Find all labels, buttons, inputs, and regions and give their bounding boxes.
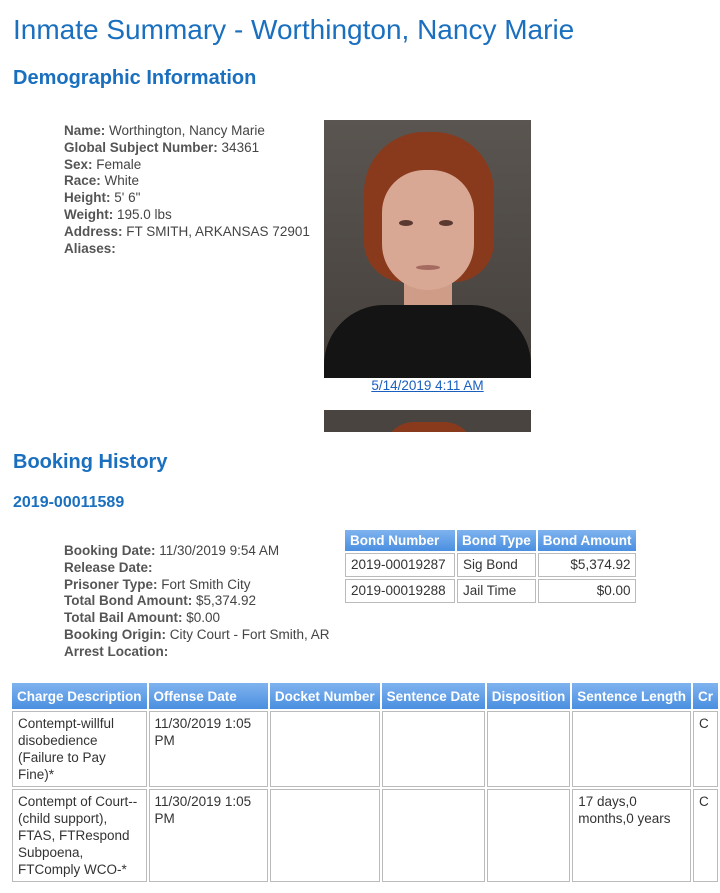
col-cr: Cr (693, 683, 718, 709)
offense-date: 11/30/2019 1:05 PM (149, 789, 268, 882)
bond-type: Jail Time (457, 579, 536, 603)
table-row (12, 789, 718, 882)
table-row (345, 579, 636, 603)
col-bond-amount: Bond Amount (538, 530, 637, 551)
docket-number (270, 711, 380, 787)
bond-number: 2019-00019287 (345, 553, 455, 577)
booking-number: 2019-00011589 (13, 494, 125, 511)
name-value: Worthington, Nancy Marie (109, 123, 265, 138)
col-bond-number: Bond Number (345, 530, 455, 551)
bond-type: Sig Bond (457, 553, 536, 577)
bond-header-row (345, 530, 636, 551)
demographic-heading: Demographic Information (13, 67, 257, 89)
bond-table (343, 528, 638, 605)
mugshot-photo-2[interactable] (324, 410, 531, 432)
field-name: Name: Worthington, Nancy Marie (64, 123, 265, 138)
col-sentence-date: Sentence Date (382, 683, 485, 709)
field-total-bond-amount: Total Bond Amount: $5,374.92 (64, 593, 257, 609)
field-height: Height: 5' 6" (64, 190, 141, 206)
field-aliases: Aliases: (64, 240, 116, 256)
bond-number: 2019-00019288 (345, 579, 455, 603)
col-charge-description: Charge Description (12, 683, 147, 709)
docket-number (270, 789, 380, 882)
field-booking-date: Booking Date: 11/30/2019 9:54 AM (64, 543, 280, 558)
charge-cr: C (693, 711, 718, 787)
sentence-length (572, 711, 691, 787)
col-disposition: Disposition (487, 683, 571, 709)
field-release-date: Release Date: (64, 559, 153, 575)
mugshot-date-link[interactable]: 5/14/2019 4:11 AM (371, 378, 484, 393)
charge-description: Contempt-willful disobedience (Failure to Pay Fine)* (12, 711, 147, 787)
page-title: Inmate Summary - Worthington, Nancy Marie (13, 14, 575, 45)
offense-date: 11/30/2019 1:05 PM (149, 711, 268, 787)
race-value: White (104, 173, 140, 189)
weight-value: 195.0 lbs (117, 206, 172, 222)
field-weight: Weight: 195.0 lbs (64, 206, 172, 222)
charges-header-row (12, 683, 718, 709)
charge-description: Contempt of Court--(child support), FTAS, FTRespond Subpoena, FTComply WCO-* (12, 789, 147, 882)
col-offense-date: Offense Date (149, 683, 268, 709)
sex-value: Female (96, 156, 142, 172)
height-value: 5' 6" (114, 190, 141, 206)
field-race: Race: White (64, 173, 140, 189)
field-address: Address: FT SMITH, ARKANSAS 72901 (64, 223, 310, 239)
table-row (12, 711, 718, 787)
sentence-date (382, 789, 485, 882)
col-sentence-length: Sentence Length (572, 683, 691, 709)
bond-amount: $5,374.92 (538, 553, 637, 577)
charges-table (10, 681, 720, 884)
table-row (345, 553, 636, 577)
col-docket-number: Docket Number (270, 683, 380, 709)
booking-fields (64, 543, 330, 661)
disposition (487, 789, 571, 882)
gsn-value: 34361 (221, 139, 260, 155)
mugshot-photo[interactable] (324, 120, 531, 378)
demographic-fields (64, 123, 310, 257)
field-arrest-location: Arrest Location: (64, 643, 169, 659)
charge-cr: C (693, 789, 718, 882)
disposition (487, 711, 571, 787)
field-sex: Sex: Female (64, 156, 142, 172)
field-prisoner-type: Prisoner Type: Fort Smith City (64, 576, 251, 592)
field-total-bail-amount: Total Bail Amount: $0.00 (64, 610, 221, 626)
col-bond-type: Bond Type (457, 530, 536, 551)
field-global-subject-number: Global Subject Number: 34361 (64, 139, 260, 155)
bond-amount: $0.00 (538, 579, 637, 603)
address-value: FT SMITH, ARKANSAS 72901 (126, 223, 310, 239)
booking-history-heading: Booking History (13, 451, 168, 473)
sentence-length: 17 days,0 months,0 years (572, 789, 691, 882)
field-booking-origin: Booking Origin: City Court - Fort Smith, AR (64, 626, 330, 642)
sentence-date (382, 711, 485, 787)
